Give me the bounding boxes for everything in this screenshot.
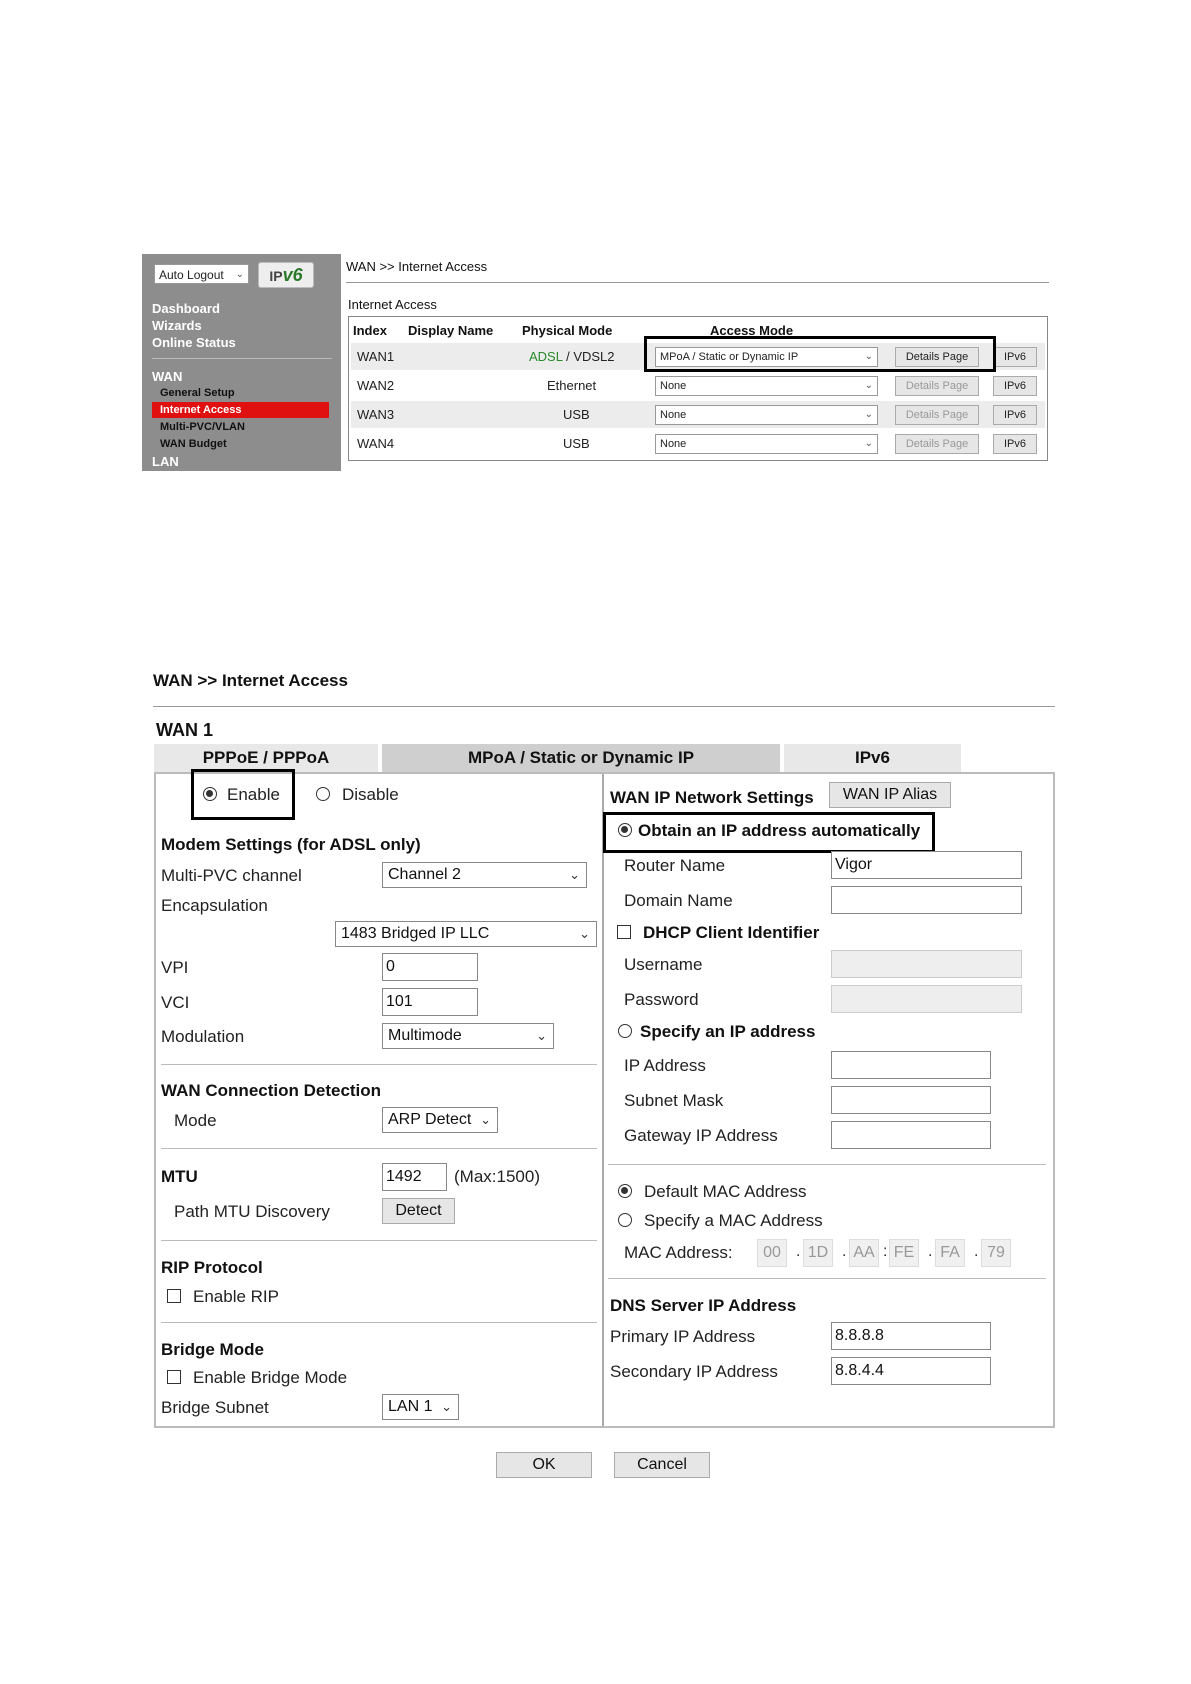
column-header-physical-mode: Physical Mode [522, 323, 613, 338]
table-row [351, 401, 1045, 428]
secondary-ip-label: Secondary IP Address [610, 1362, 778, 1381]
specify-ip-label: Specify an IP address [640, 1022, 816, 1041]
mac-octet-input[interactable]: FA [935, 1239, 965, 1267]
mac-separator: . [928, 1243, 933, 1260]
cancel-button[interactable]: Cancel [614, 1452, 710, 1478]
ipv6-button[interactable]: IPv6 [993, 347, 1037, 367]
dhcp-client-id-label: DHCP Client Identifier [643, 923, 820, 942]
ipv6-button[interactable]: IPv6 [993, 405, 1037, 425]
mac-separator: . [796, 1243, 801, 1260]
enable-rip-checkbox[interactable] [167, 1289, 181, 1303]
sidebar-item-wizards[interactable]: Wizards [152, 318, 202, 333]
domain-name-label: Domain Name [624, 891, 733, 910]
chevron-down-icon: ⌄ [235, 269, 244, 280]
mac-separator: : [883, 1243, 888, 1260]
table-row [351, 372, 1045, 399]
mac-octet-input[interactable]: 1D [803, 1239, 833, 1267]
detect-button[interactable]: Detect [382, 1198, 455, 1224]
specify-ip-radio[interactable] [618, 1024, 632, 1038]
table-row [351, 430, 1045, 457]
details-page-button[interactable]: Details Page [895, 347, 979, 367]
divider [152, 358, 332, 359]
ip-address-input[interactable] [831, 1051, 991, 1079]
highlight-box [191, 769, 295, 820]
rip-protocol-heading: RIP Protocol [161, 1258, 263, 1277]
router-name-input[interactable]: Vigor [831, 851, 1022, 879]
subnet-mask-input[interactable] [831, 1086, 991, 1114]
row-physical-mode: Ethernet [547, 378, 597, 393]
chevron-down-icon: ⌄ [536, 1028, 547, 1043]
vpi-input[interactable]: 0 [382, 953, 478, 981]
row-physical-mode: USB [563, 407, 590, 422]
mac-octet-input[interactable]: AA [849, 1239, 879, 1267]
password-label: Password [624, 990, 699, 1009]
access-mode-select[interactable]: None ⌄ [655, 376, 878, 396]
column-header-access-mode: Access Mode [710, 323, 794, 338]
domain-name-input[interactable] [831, 886, 1022, 914]
sidebar-item-internet-access[interactable]: Internet Access [160, 404, 242, 416]
enable-label: Enable [227, 785, 280, 804]
obtain-auto-radio[interactable] [618, 823, 632, 837]
column-header-display-name: Display Name [408, 323, 494, 338]
tab-pppoe-pppoa[interactable]: PPPoE / PPPoA [154, 744, 378, 772]
access-mode-select[interactable]: MPoA / Static or Dynamic IP ⌄ [655, 347, 878, 367]
breadcrumb: WAN >> Internet Access [153, 671, 348, 690]
multi-pvc-label: Multi-PVC channel [161, 866, 302, 885]
dhcp-client-id-checkbox[interactable] [617, 925, 631, 939]
vci-label: VCI [161, 993, 190, 1012]
wan-connection-detection-heading: WAN Connection Detection [161, 1081, 382, 1100]
access-mode-select[interactable]: None ⌄ [655, 434, 878, 454]
chevron-down-icon: ⌄ [864, 380, 873, 391]
wan-ip-alias-button[interactable]: WAN IP Alias [829, 782, 951, 808]
details-page-button[interactable]: Details Page [895, 434, 979, 454]
divider [161, 1148, 597, 1149]
divider [346, 282, 1049, 283]
chevron-down-icon: ⌄ [579, 926, 590, 941]
mtu-label: MTU [161, 1167, 198, 1186]
specify-mac-label: Specify a MAC Address [644, 1211, 823, 1230]
chevron-down-icon: ⌄ [864, 351, 873, 362]
divider [161, 1064, 597, 1065]
encapsulation-label: Encapsulation [161, 896, 268, 915]
multi-pvc-select[interactable]: Channel 2 ⌄ [382, 862, 587, 888]
username-input[interactable] [831, 950, 1022, 978]
details-page-button[interactable]: Details Page [895, 376, 979, 396]
row-index: WAN1 [357, 349, 395, 364]
chevron-down-icon: ⌄ [569, 867, 580, 882]
chevron-down-icon: ⌄ [864, 438, 873, 449]
divider [161, 1322, 597, 1323]
row-physical-mode: ADSL / VDSL2 [529, 349, 615, 364]
mac-address-label: MAC Address: [624, 1243, 733, 1262]
mtu-max-label: (Max:1500) [454, 1167, 540, 1186]
tab-mpoa-static-dynamic[interactable]: MPoA / Static or Dynamic IP [382, 744, 780, 772]
auto-logout-label: Auto Logout [159, 268, 224, 282]
default-mac-radio[interactable] [618, 1184, 632, 1198]
modulation-label: Modulation [161, 1027, 245, 1046]
sidebar-item-dashboard[interactable]: Dashboard [152, 301, 220, 316]
ok-button[interactable]: OK [496, 1452, 592, 1478]
sidebar-item-wan[interactable]: WAN [152, 369, 183, 384]
gateway-input[interactable] [831, 1121, 991, 1149]
sidebar [142, 254, 341, 471]
row-index: WAN3 [357, 407, 395, 422]
enable-rip-label: Enable RIP [193, 1287, 279, 1306]
mac-separator: . [974, 1243, 979, 1260]
mac-octet-input[interactable]: 79 [981, 1239, 1011, 1267]
row-index: WAN4 [357, 436, 395, 451]
password-input[interactable] [831, 985, 1022, 1013]
sidebar-item-wan-budget[interactable]: WAN Budget [160, 438, 227, 450]
bridge-mode-heading: Bridge Mode [161, 1340, 264, 1359]
username-label: Username [624, 955, 703, 974]
mac-octet-input[interactable]: FE [889, 1239, 919, 1267]
breadcrumb: WAN >> Internet Access [346, 259, 488, 274]
mode-label: Mode [174, 1111, 217, 1130]
row-physical-mode: USB [563, 436, 590, 451]
disable-label: Disable [342, 785, 399, 804]
divider [153, 706, 1055, 707]
disable-radio[interactable] [316, 787, 330, 801]
sidebar-item-general-setup[interactable]: General Setup [160, 387, 235, 399]
divider [161, 1240, 597, 1241]
mtu-input[interactable]: 1492 [382, 1163, 447, 1191]
subnet-mask-label: Subnet Mask [624, 1091, 724, 1110]
enable-bridge-label: Enable Bridge Mode [193, 1368, 348, 1387]
page-title: WAN 1 [156, 720, 214, 740]
sidebar-item-online-status[interactable]: Online Status [152, 335, 236, 350]
auto-logout-select[interactable] [154, 264, 249, 284]
divider [608, 1278, 1046, 1279]
bridge-subnet-label: Bridge Subnet [161, 1398, 269, 1417]
ipv6-logo: IPv6 [258, 262, 314, 288]
mode-select[interactable]: ARP Detect ⌄ [382, 1107, 498, 1133]
vci-input[interactable]: 101 [382, 988, 478, 1016]
ipv6-button[interactable]: IPv6 [993, 434, 1037, 454]
path-mtu-label: Path MTU Discovery [174, 1202, 330, 1221]
encapsulation-select[interactable]: 1483 Bridged IP LLC ⌄ [335, 921, 597, 947]
gateway-label: Gateway IP Address [624, 1126, 778, 1145]
router-name-label: Router Name [624, 856, 726, 875]
divider [608, 1164, 1046, 1165]
tab-ipv6[interactable]: IPv6 [784, 744, 961, 772]
mac-separator: . [842, 1243, 847, 1260]
enable-bridge-checkbox[interactable] [167, 1370, 181, 1384]
section-title: Internet Access [348, 297, 437, 312]
bridge-subnet-select[interactable]: LAN 1 ⌄ [382, 1394, 459, 1420]
wan-ip-settings-heading: WAN IP Network Settings [610, 788, 814, 807]
column-header-index: Index [353, 323, 387, 338]
primary-ip-label: Primary IP Address [610, 1327, 756, 1346]
specify-mac-radio[interactable] [618, 1213, 632, 1227]
modem-settings-heading: Modem Settings (for ADSL only) [161, 835, 421, 854]
primary-ip-input[interactable]: 8.8.8.8 [831, 1322, 991, 1350]
access-mode-select[interactable]: None ⌄ [655, 405, 878, 425]
sidebar-item-lan[interactable]: LAN [152, 454, 179, 469]
default-mac-label: Default MAC Address [644, 1182, 807, 1201]
mac-octet-input[interactable]: 00 [757, 1239, 787, 1267]
secondary-ip-input[interactable]: 8.8.4.4 [831, 1357, 991, 1385]
modulation-select[interactable]: Multimode ⌄ [382, 1023, 554, 1049]
vpi-label: VPI [161, 958, 189, 977]
chevron-down-icon: ⌄ [864, 409, 873, 420]
obtain-auto-label: Obtain an IP address automatically [638, 821, 921, 840]
chevron-down-icon: ⌄ [441, 1399, 452, 1414]
sidebar-item-multi-pvc-vlan[interactable]: Multi-PVC/VLAN [160, 421, 245, 433]
row-index: WAN2 [357, 378, 395, 393]
highlight-box [644, 336, 996, 372]
dns-server-heading: DNS Server IP Address [610, 1296, 797, 1315]
ipv6-button[interactable]: IPv6 [993, 376, 1037, 396]
ip-address-label: IP Address [624, 1056, 706, 1075]
details-page-button[interactable]: Details Page [895, 405, 979, 425]
chevron-down-icon: ⌄ [480, 1112, 491, 1127]
